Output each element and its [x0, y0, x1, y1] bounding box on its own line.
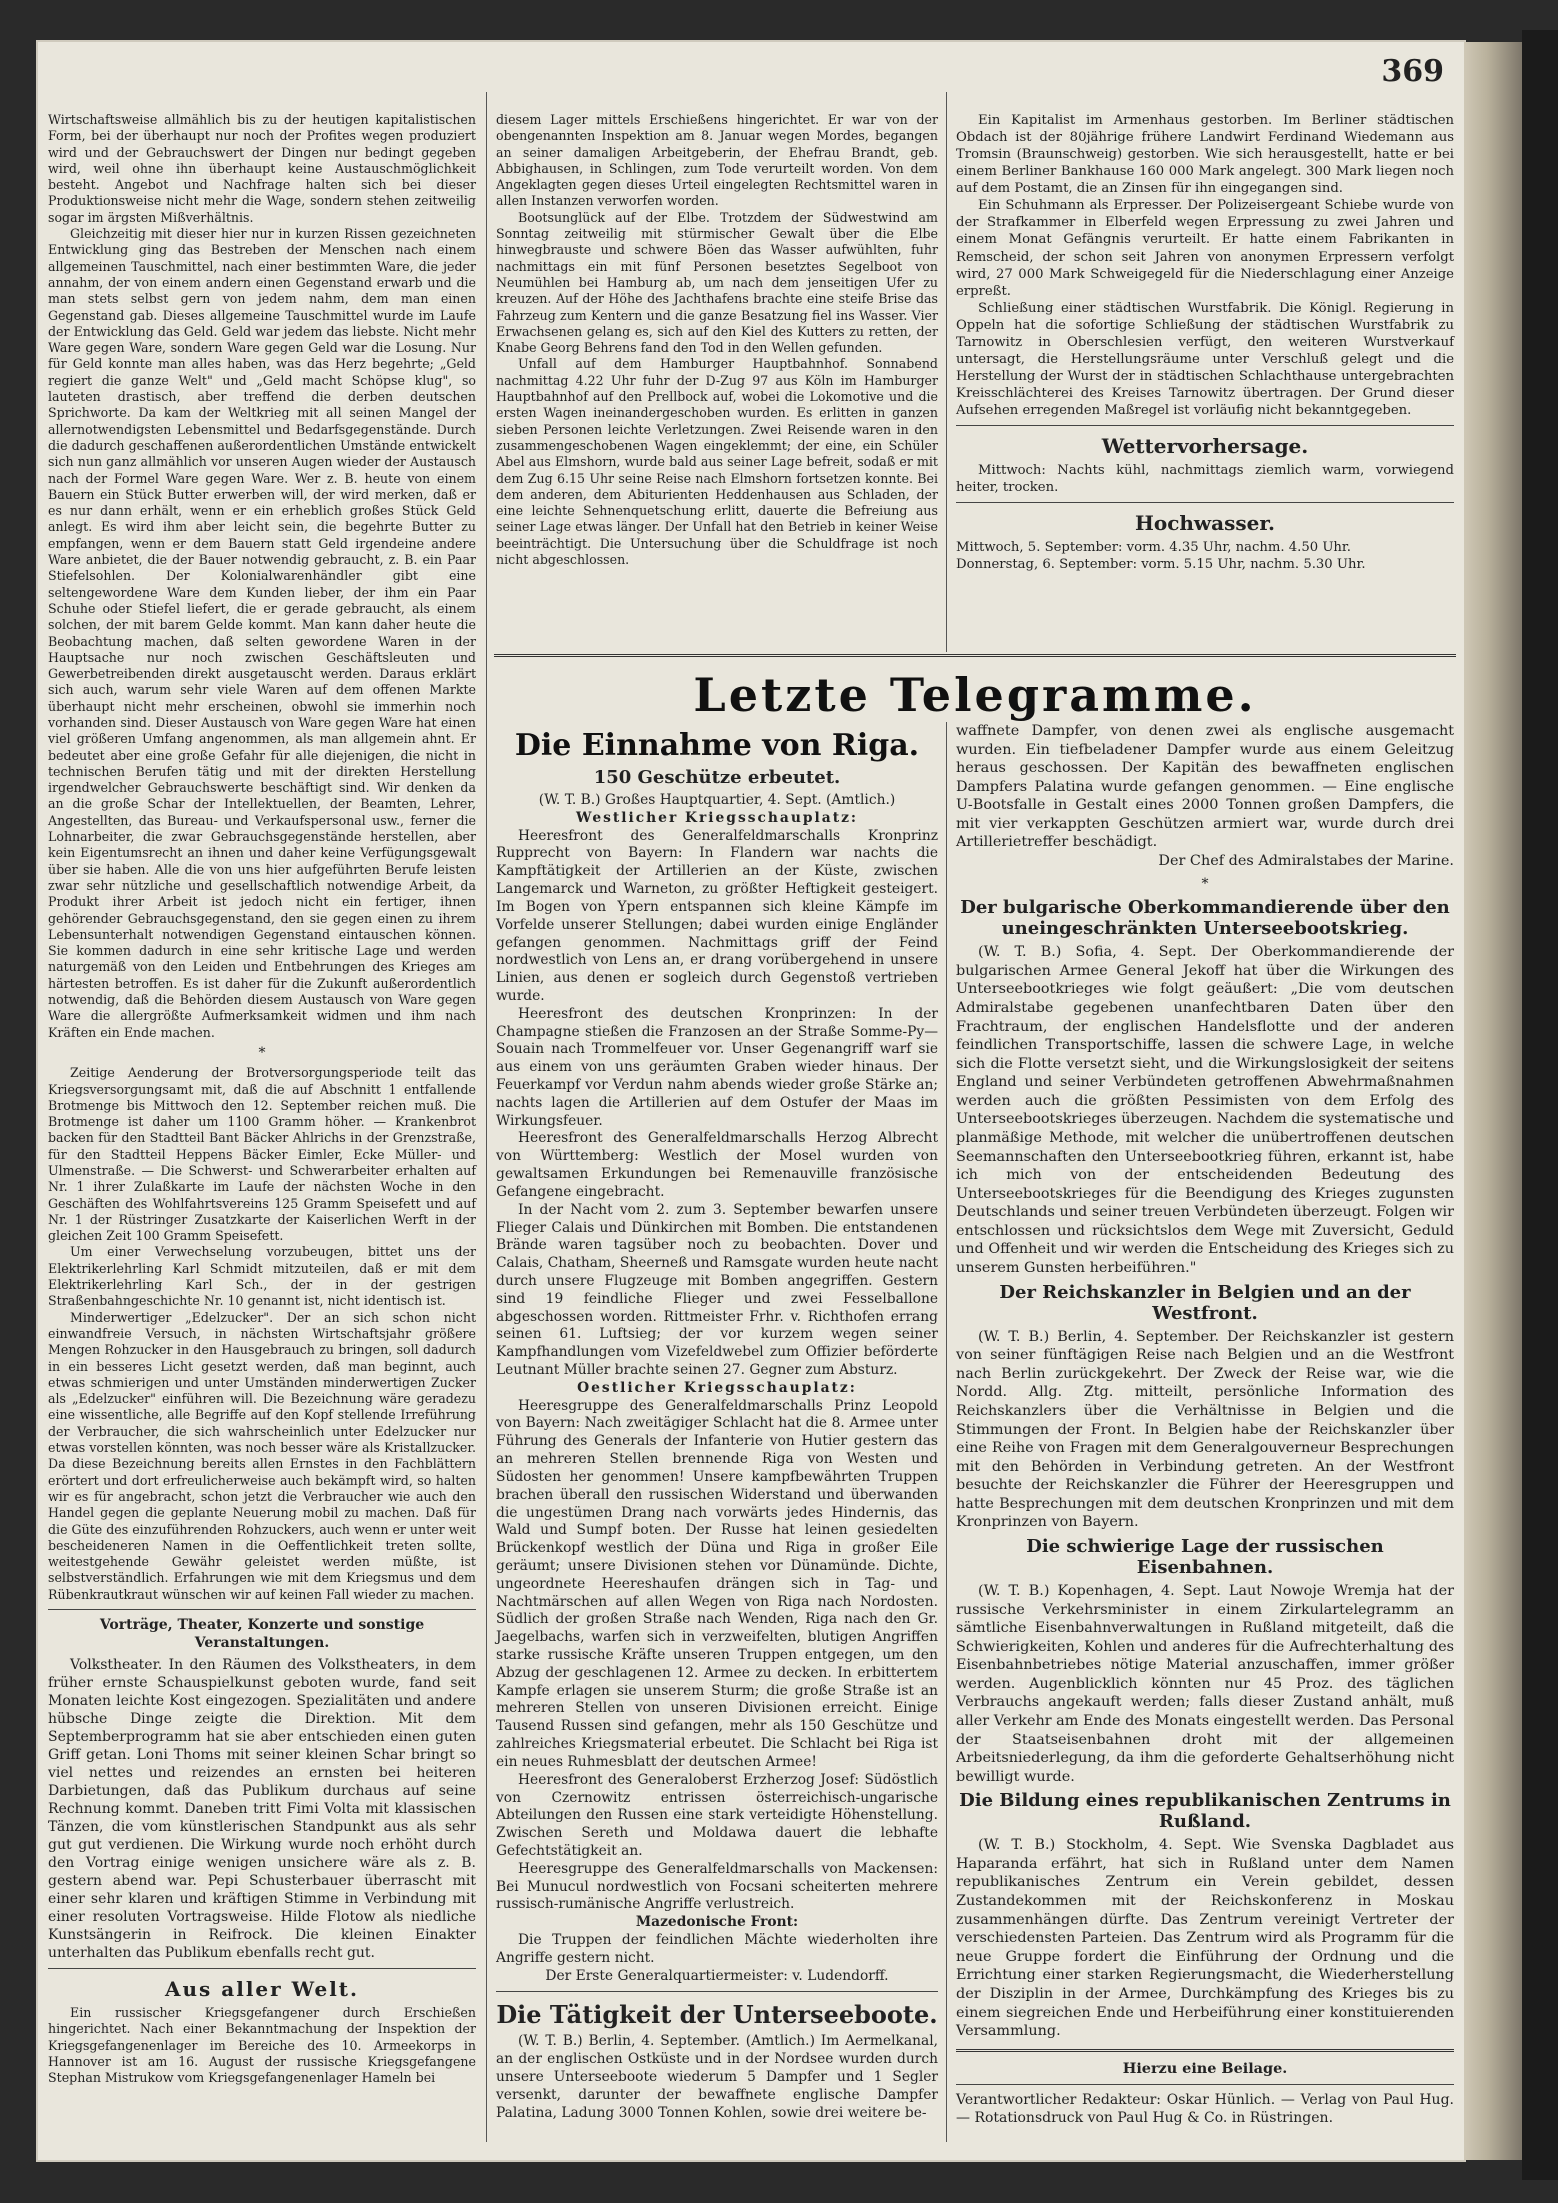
- article-edelzucker: Minderwertiger „Edelzucker". Der an sich schon nicht einwandfreie Versuch, in nächsten Wirtschaftsjahr größere Mengen Rohzucker in den Hausgebrauch zu bringen, soll dadurch in ein besseres Licht gesetzt werden, daß man beginnt, auch etwas schmierigen und unter Umständen minderwertigen Zucker als „Edelzucker" einführen will. Die Bezeichnung wäre geradezu eine wissentliche, alle Begriffe auf den Kopf stellende Irreführung der Verbraucher, die sich wahrscheinlich unter Edelzucker nur etwas vorstellen könnten, was noch besser wäre als Kristallzucker. Da diese Bezeichnung bereits allen Ernstes in den Fachblättern erörtert und dort erfreulicherweise auch bekämpft wird, so halten wir es für angebracht, schon jetzt die Verbraucher wie auch den Handel gegen die geplante Neuerung mobil zu machen. Daß für die Güte des einzuführenden Rohzuckers, auch wenn er unter weit bescheideneren Namen in die Oeffentlichkeit treten sollte, weitestgehende Gewähr geleistet werden müßte, ist selbstverständlich. Erfahrungen wie mit dem Kriegsmus und dem Rübenkrautkraut wünschen wir auf keinen Fall wieder zu machen.: [48, 1309, 477, 1602]
- bulgarisch-heading: Der bulgarische Oberkommandierende über den uneingeschränkten Unterseebootskrieg.: [960, 897, 1450, 940]
- riga-p3: Heeresfront des Generalfeldmarschalls Herzog Albrecht von Württemberg: Westlich der Mosel wurden von gewaltsamen Erkundungen bei Remenauville französische Gefangene eingebracht.: [496, 1130, 938, 1200]
- article-hingerichtet-end: diesem Lager mittels Erschießens hingerichtet. Er war von der obengenannten Inspektion am 8. Januar wegen Mordes, begangen an seiner damaligen Arbeitgeberin, der Ehefrau Brandt, geb. Abbighausen, in Schlingen, zum Tode verurteilt worden. Von dem Angeklagten gegen dieses Urteil eingelegten Rechtsmittel waren in allen Instanzen verworfen worden.: [496, 112, 938, 209]
- page-number: 369: [1381, 54, 1444, 89]
- newspaper-page: [38, 42, 1464, 2160]
- uboot-heading: Die Tätigkeit der Unterseeboote.: [496, 2000, 938, 2030]
- hochwasser-line-1: Mittwoch, 5. September: vorm. 4.35 Uhr, nachm. 4.50 Uhr.: [956, 540, 1351, 556]
- divider: [48, 1609, 476, 1610]
- article-kriegsgefangener: Ein russischer Kriegsgefangener durch Erschießen hingerichtet. Nach einer Bekanntmachung der Inspektion der Kriegsgefangenenlager im Bereiche des 10. Armeekorps in Hannover ist am 16. August der russische Kriegsgefangene Stephan Mistrukow vom Kriegsgefangenenlager Hameln bei: [48, 2005, 476, 2086]
- article-zentrum: (W. T. B.) Stockholm, 4. Sept. Wie Svenska Dagbladet aus Haparanda erfährt, hat sich in Rußland unter dem Namen republikanisches Zentrum ein Verein gebildet, dessen Zustandekommen mit der Reichskonferenz in Moskau zusammenhängen dürfte. Das Zentrum vereinigt Vertreter der verschiedensten Parteien. Das Zentrum wird als Programm für die neue Gruppe fordert die Einführung der Ordnung und die Errichtung einer starken Regierungsmacht, die Wiederherstellung der Disziplin in der Armee, Durchkämpfung des Krieges bis zu einem siegreichen Ende und Herbeiführung einer konstituierenden Versammlung.: [956, 1837, 1454, 2040]
- article-schuhmann: Ein Schuhmann als Erpresser. Der Polizeisergeant Schiebe wurde von der Strafkammer in Elberfeld wegen Erpressung zu zwei Jahren und einem Monat Gefängnis verurteilt. Er hatte einem Fabrikanten in Remscheid, der schon seit Jahren von anonymen Erpressern verfolgt wird, 27 000 Mark Schweigegeld für die Niederschlagung einer Anzeige erpreßt.: [956, 198, 1454, 299]
- wetter-heading: Wettervorhersage.: [1101, 434, 1309, 459]
- scan-edge: [1522, 30, 1558, 2180]
- article-wurstfabrik: Schließung einer städtischen Wurstfabrik. Die Königl. Regierung in Oppeln hat die sofortige Schließung der städtischen Wurstfabrik zu Tarnowitz in Oberschlesien verfügt, den weiteren Wurstverkauf untersagt, die Herstellungsräume unter Verschluß gelegt und die Herstellung der Wurst der in städtischen Schlachthause untergebrachten Kreisschlächterei des Kreises Tarnowitz übertragen. Der Grund dieser Aufsehen erregenden Maßregel ist vorläufig nicht bekanntgegeben.: [956, 300, 1454, 419]
- column-1: [48, 112, 476, 2087]
- admiralstab-signature: Der Chef des Admiralstabes der Marine.: [1158, 853, 1454, 870]
- zentrum-heading: Die Bildung eines republikanischen Zentrums in Rußland.: [959, 1790, 1451, 1833]
- eisenbahnen-heading: Die schwierige Lage der russischen Eisenbahnen.: [1026, 1535, 1384, 1578]
- telegramme-rule: [494, 654, 1456, 657]
- riga-p1: Heeresfront des Generalfeldmarschalls Kronprinz Rupprecht von Bayern: In Flandern war nachts die Kampftätigkeit der Artillerien an der Küste, zwischen Langemarck und Warneton, zu größter Heftigkeit gesteigert. Im Bogen von Ypern entspannen sich kleine Kämpfe im Vorfelde unserer Stellungen; dabei wurden einige Engländer gefangen genommen. Nachmittags griff der Feind nordwestlich von Lens an, er drang vorübergehend in unsere Linien, aus denen er sogleich durch Gegenstoß vertrieben wurde.: [496, 827, 938, 1004]
- riga-heading: Die Einnahme von Riga.: [514, 728, 920, 763]
- article-eisenbahnen: (W. T. B.) Kopenhagen, 4. Sept. Laut Nowoje Wremja hat der russische Verkehrsminister in einem Zirkulartelegramm an sämtliche Eisenbahnverwaltungen in Rußland mitgeteilt, daß die Schwierigkeiten, Kohlen und anderes für die Aufrechterhaltung des Eisenbahnbetriebes nötige Material anzuschaffen, immer größer werden. Augenblicklich könnten nur 45 Proz. des täglichen Verbrauchs angekauft werden; falls dieser Zustand anhält, muß aller Verkehr am Ende des Monats eingestellt werden. Das Personal der Staatseisenbahnen droht mit der allgemeinen Arbeitsniederlegung, da ihm die geforderte Gehaltserhöhung nicht bewilligt wurde.: [956, 1582, 1454, 1785]
- riga-subheading: 150 Geschütze erbeutet.: [593, 767, 841, 788]
- riga-p2: Heeresfront des deutschen Kronprinzen: In der Champagne stießen die Franzosen an der Straße Somme-Py—Souain nach Trommelfeuer vor. Unser Gegenangriff warf sie aus einem von uns geräumten Graben wieder hinaus. Der Feuerkampf vor Verdun nahm abends wieder große Stärke an; nachts lagen die Artillerien auf dem Ostufer der Maas im Wirkungsfeuer.: [496, 1005, 938, 1129]
- riga-p5: Heeresgruppe des Generalfeldmarschalls Prinz Leopold von Bayern: Nach zweitägiger Schlacht hat die 8. Armee unter Führung des Generals der Infanterie von Hutier gestern das an mehreren Stellen brennende Riga von Westen und Südosten her genommen! Unsere kampfbewährten Truppen brachen überall den russischen Widerstand und überwanden die ungestümen Drang nach vorwärts jedes Hindernis, das Wald und Sumpf boten. Der Russe hat leinen gesiedelten Brückenkopf westlich der Düna und Riga in großer Eile geräumt; unsere Divisionen stehen vor Dünamünde. Dichte, ungeordnete Heereshaufen drängen sich in Tag- und Nachtmärschen auf allen Wegen von Riga nach Nordosten. Südlich der großen Straße nach Wenden, Riga nach den Gr. Jaegelbachs, warfen sich in verzweifelten, blutigen Angriffen starke russische Kräfte unseren Truppen entgegen, um den Abzug der geschlagenen 12. Armee zu decken. In erbittertem Kampfe erlagen sie unserem Sturm; die große Straße ist an mehreren Stellen von unseren Divisionen erreicht. Einige Tausend Russen sind gefangen, mehr als 150 Geschütze und zahlreiches Kriegsmaterial erbeutet. Die Schlacht bei Riga ist ein neues Ruhmesblatt der deutschen Armee!: [496, 1397, 938, 1770]
- impressum: Verantwortlicher Redakteur: Oskar Hünlich. — Verlag von Paul Hug. — Rotationsdruck von Paul Hug & Co. in Rüstringen.: [956, 2092, 1454, 2127]
- riga-p8: Die Truppen der feindlichen Mächte wiederholten ihre Angriffe gestern nicht.: [496, 1932, 938, 1966]
- column-rule: [486, 92, 487, 2142]
- article-bootsunglueck: Bootsunglück auf der Elbe. Trotzdem der Südwestwind am Sonntag zeitweilig mit stürmischer Gewalt über die Elbe hinwegbrauste und schwere Böen das Wasser aufwühlten, fuhr nachmittags ein mit fünf Personen besetztes Segelboot von Neumühlen bei Hamburg ab, um nach dem jenseitigen Ufer zu kreuzen. Auf der Höhe des Jachthafens brachte eine steife Brise das Fahrzeug zum Kentern und die ganze Besatzung fiel ins Wasser. Vier Erwachsenen gelang es, sich auf den Kiel des Kutters zu retten, der Knabe Georg Behrens fand den Tod in den Wellen gefunden.: [496, 209, 938, 356]
- divider: [496, 1991, 938, 1992]
- riga-p4: In der Nacht vom 2. zum 3. September bewarfen unsere Flieger Calais und Dünkirchen mit Bomben. Die entstandenen Brände waren tagsüber noch zu beobachten. Dover und Calais, Chatham, Sheerneß und Ramsgate wurden heute nacht durch unsere Flugzeuge mit Bomben angegriffen. Gestern sind 19 feindliche Flieger und zwei Fesselballone abgeschossen worden. Rittmeister Frhr. v. Richthofen errang seinen 61. Luftsieg; der vor kurzem wegen seiner Kampfhandlungen vom Vizefeldwebel zum Offizier beförderte Leutnant Müller brachte seinen 27. Gegner zum Absturz.: [496, 1201, 938, 1378]
- uboot-p1: (W. T. B.) Berlin, 4. September. (Amtlich.) Im Aermelkanal, an der englischen Ostküste und in der Nordsee wurden durch unsere Unterseeboote wiederum 5 Dampfer und 1 Segler versenkt, darunter der bewaffnete englische Dampfer Palatina, Ladung 3000 Tonnen Kohlen, sowie drei weitere be-: [496, 2033, 938, 2121]
- telegramme-heading: Letzte Telegramme.: [693, 668, 1257, 722]
- column-3-bottom: [956, 722, 1454, 2127]
- article-verwechselung: Um einer Verwechselung vorzubeugen, bittet uns der Elektrikerlehrling Karl Schmidt mitzuteilen, daß er mit dem Elektrikerlehrling Karl Sch., der in der gestrigen Straßenbahngeschichte Nr. 10 genannt ist, nicht identisch ist.: [48, 1244, 476, 1309]
- hochwasser-heading: Hochwasser.: [1134, 511, 1276, 536]
- riga-p6: Heeresfront des Generaloberst Erzherzog Josef: Südöstlich von Czernowitz entrissen österreichisch-ungarische Abteilungen den Russen eine stark verteidigte Höhenstellung. Zwischen Sereth und Moldawa dauert die lebhafte Gefechtstätigkeit an.: [496, 1771, 938, 1859]
- article-volkstheater: Volkstheater. In den Räumen des Volkstheaters, in dem früher ernste Schauspielkunst geboten wurde, fand seit Monaten leichte Kost eingezogen. Spezialitäten und andere hübsche Dinge zeigte die Direktion. Mit dem Septemberprogramm hat sie aber entschieden einen guten Griff getan. Loni Thoms mit seiner kleinen Schar bringt so viel nettes und reizendes an ernsten bei heiteren Darbietungen, daß das Publikum durchaus auf seine Rechnung kommt. Daneben tritt Fimi Volta mit klassischen Tänzen, die vom künstlerischen Standpunkt aus als sehr gut gut verdienen. Die Wirkung wurde noch erhöht durch den Vortrag einige wenigen unsichere wäre als z. B. gestern abend war. Pepi Schusterbauer überrascht mit einer sehr klaren und kräftigen Stimme in Verbindung mit einer resoluten Vortragsweise. Hilde Flotow als niedliche Kunstsängerin in Reifrock. Die kleinen Einakter unterhalten das Publikum ebenfalls recht gut.: [48, 1657, 476, 1962]
- column-2-top: [496, 112, 938, 568]
- column-3-top: [956, 112, 1454, 573]
- divider: [48, 1968, 476, 1969]
- article-wirtschaft-end: Wirtschaftsweise allmählich bis zu der heutigen kapitalistischen Form, bei der überhaupt nur noch der Profites wegen produziert wird und der Gebrauchswert der Dingen nur bedingt gegeben wird, weil ohne ihn überhaupt keine Austauschmöglichkeit besteht. Angebot und Nachfrage halten sich bei dieser Produktionsweise nicht mehr die Wage, sondern stehen zeitweilig sogar im ärgsten Mißverhältnis.: [48, 112, 476, 225]
- article-bulgarisch: (W. T. B.) Sofia, 4. Sept. Der Oberkommandierende der bulgarischen Armee General Jekoff hat über die Wirkungen des Unterseebootkrieges wie folgt geäußert: „Die vom deutschen Admiralstabe gegebenen unanfechtbaren Daten über den Frachtraum, der englischen Handelsflotte und der anderen feindlichen Transportschiffe, lassen die schwere Lage, in welche sich die Flotte versetzt sieht, und die Wirkungslosigkeit der seitens England und seiner Verbündeten getroffenen Abwehrmaßnahmen werden auch die größten Pessimisten von dem Erfolg des Unterseebootskrieges überzeugen. Nachdem die systematische und planmäßige Methode, mit welcher die unübertroffenen deutschen Seemannschaften den Unterseebootkrieg führen, erkannt ist, habe ich mich von der entscheidenden Bedeutung des Unterseebootskrieges für die Beendigung des Krieges zugunsten Deutschlands und seiner treuen Verbündeten überzeugt. Folgen wir entschlossen und rücksichtslos dem Wege mit Zuversicht, Geduld und Offenheit und wir werden die Entscheidung des Krieges sich zu unserem Gunsten herbeiführen.": [956, 944, 1454, 1277]
- article-brotversorgung: Zeitige Aenderung der Brotversorgungsperiode teilt das Kriegsversorgungsamt mit, daß die auf Abschnitt 1 entfallende Brotmenge bis Mittwoch den 12. September reichen muß. Die Brotmenge ist daher um 1100 Gramm höher. — Krankenbrot backen für den Stadtteil Bant Bäcker Ahlrichs in der Grenzstraße, für den Stadtteil Heppens Bäcker Eimler, Ecke Müller- und Ulmenstraße. — Die Schwerst- und Schwerarbeiter erhalten auf Nr. 1 ihrer Zulaßkarte im Laufe der nächsten Woche in den Geschäften des Wohlfahrtsvereins 125 Gramm Speisefett und auf Nr. 1 der Rüstringer Zusatzkarte der Kaiserlichen Werft in der gleichen Zeit 100 Gramm Speisefett.: [48, 1065, 476, 1244]
- divider: [956, 2049, 1454, 2052]
- uboot-continued: waffnete Dampfer, von denen zwei als englische ausgemacht wurden. Ein tiefbeladener Dampfer wurde aus einem Geleitzug heraus geschossen. Der Kapitän des bewaffneten englischen Dampfers Palatina wurde gefangen genommen. — Eine englische U-Bootsfalle in Gestalt eines 2000 Tonnen großen Dampfers, die mit vier verkappten Geschützen armiert war, wurde durch drei Artillerietreffer beschädigt.: [956, 723, 1454, 851]
- article-kapitalist: Ein Kapitalist im Armenhaus gestorben. Im Berliner städtischen Obdach ist der 80jährige frühere Landwirt Ferdinand Wiedemann aus Tromsin (Braunschweig) gestorben. Wie sich herausgestellt, hatte er bei einem Berliner Bankhause 160 000 Mark angelegt. 300 Mark liegen noch auf dem Postamt, die an Zinsen für ihn eingegangen sind.: [956, 113, 1454, 197]
- article-reichskanzler: (W. T. B.) Berlin, 4. September. Der Reichskanzler ist gestern von seiner fünftägigen Reise nach Belgien und an die Westfront nach Berlin zurückgekehrt. Der Zweck der Reise war, wie die Nordd. Allg. Ztg. mitteilt, persönliche Information des Reichskanzlers über die Verhältnisse in Belgien und die Stimmungen der Front. In Belgien habe der Reichskanzler über eine Reihe von Fragen mit dem Generalgouverneur Besprechungen mit den Behörden in Verbindung getreten. An der Westfront besuchte der Reichskanzler die Führer der Heeresgruppen und hatte Besprechungen mit dem deutschen Kronprinzen und mit dem Kronprinzen von Bayern.: [956, 1328, 1454, 1531]
- separator-star: *: [1201, 875, 1209, 892]
- article-wirtschaft-body: Gleichzeitig mit dieser hier nur in kurzen Rissen gezeichneten Entwicklung ging das Bestreben der Menschen nach einem allgemeinen Tauschmittel, nach einer bestimmten Ware, die jeder annahm, der von einem andern einen Gegenstand erwarb und die man stets selbst gern von jedem nahm, dem man einen Gegenstand gab. Dieses allgemeine Tauschmittel wurde im Laufe der Entwicklung das Geld. Geld war jedem das liebste. Nicht mehr Ware gegen Ware, sondern Ware gegen Geld war die Losung. Nur für Geld konnte man alles haben, was das Herz begehrte; „Geld regiert die ganze Welt" und „Geld macht Schöpse klug", so lauteten drastisch, aber treffend die derben deutschen Sprichworte. Da kam der Weltkrieg mit all seinen Mangel der allernotwendigsten Lebensmittel und Bedarfsgegenstände. Durch die dadurch geschaffenen außerordentlichen Umstände entwickelt sich nun ganz allmählich vor unseren Augen wieder der Austausch nach der Formel Ware gegen Ware. Wer z. B. heute von einem Bauern ein Stück Butter erwerben will, der wird merken, daß er es nur dann erhält, wenn er ein erheblich großes Stück Geld anlegt. Es wird ihm aber leicht sein, die begehrte Butter zu empfangen, wenn er dem Bauern statt Geld irgendeine andere Ware anbietet, die der Bauer notwendig gebraucht, z. B. ein Paar Stiefelsohlen. Der Kolonialwarenhändler gibt eine seltengewordene Ware dem Kunden lieber, der ihm ein Paar Schuhe oder Stiefel liefert, die er gerade gebraucht, als einem solchen, der mit barem Gelde kommt. Man kann daher heute die Beobachtung machen, daß selten gewordene Waren in der Hauptsache nur noch zwischen Geschäftsleuten und Gewerbetreibenden direkt ausgetauscht werden. Daraus erklärt sich auch, warum sehr viele Waren auf dem offenen Markte überhaupt nicht mehr erscheinen, obwohl sie immerhin noch vorhanden sind. Dieser Austausch von Ware gegen Ware hat einen viel größeren Umfang angenommen, als man allgemein ahnt. Er bedeutet aber eine große Gefahr für alle diejenigen, die nicht in technischen Berufen tätig und mit der direkten Herstellung irgendwelcher Gebrauchswerte beschäftigt sind. Wir denken da an die große Schar der Intellektuellen, der Beamten, Lehrer, Angestellten, das Bureau- und Verkaufspersonal usw., ferner die Lohnarbeiter, die zwar Gebrauchsgegenstände herstellen, aber kein Eigentumsrecht an ihnen und daher keine Verfügungsgewalt über sie haben. Alle die von uns hier aufgeführten Berufe leisten zwar sehr nützliche und gesellschaftlich notwendige Arbeit, da Produkt ihrer Arbeit ist jedoch nicht ein fertiger, ihnen gehörender Gebrauchsgegenstand, den sie gegen einen zu ihrem Lebensunterhalt notwendigen Gegenstand eintauschen können. Sie kommen dadurch in eine sehr kritische Lage und werden naturgemäß von den Leiden und Entbehrungen des Krieges am härtesten betroffen. Es ist daher für die Zukunft außerordentlich notwendig, daß die Behörden diesem Austausch von Ware gegen Ware die allergrößte Aufmerksamkeit widmen und ihm nach Kräften ein Ende machen.: [48, 226, 476, 1040]
- page-binding: [1464, 42, 1522, 2160]
- wetter-text: Mittwoch: Nachts kühl, nachmittags ziemlich warm, vorwiegend heiter, trocken.: [956, 463, 1454, 496]
- aus-aller-welt-heading: Aus aller Welt.: [164, 1977, 359, 2002]
- vortraege-heading: Vorträge, Theater, Konzerte und sonstige Veranstaltungen.: [99, 1617, 425, 1652]
- article-hauptbahnhof: Unfall auf dem Hamburger Hauptbahnhof. Sonnabend nachmittag 4.22 Uhr fuhr der D-Zug 97 aus Köln im Hamburger Hauptbahnhof auf den Prellbock auf, wobei die Lokomotive und die ersten Wagen ineinandergeschoben wurden. Es erlitten in ganzen sieben Personen leichte Verletzungen. Zwei Reisende waren in den zusammengeschobenen Wagen eingeklemmt; der eine, ein Schüler Abel aus Elmshorn, wurde bald aus seiner Lage befreit, sodaß er mit dem Zug 6.15 Uhr seine Reise nach Elmshorn fortsetzen konnte. Bei dem anderen, dem Abiturienten Heddenhausen aus Schladen, der eine leichte Sehnenquetschung erlitt, dauerte die Befreiung aus seiner Lage etwas länger. Der Unfall hat den Betrieb in keiner Weise beeinträchtigt. Die Untersuchung über die Schuldfrage ist noch nicht abgeschlossen.: [496, 356, 938, 568]
- oestlich-heading: Oestlicher Kriegsschauplatz:: [577, 1379, 857, 1396]
- reichskanzler-heading: Der Reichskanzler in Belgien und an der Westfront.: [999, 1281, 1411, 1324]
- column-rule: [946, 92, 947, 652]
- divider: [956, 2084, 1454, 2085]
- separator-star: *: [258, 1044, 266, 1061]
- column-2-bottom: [496, 722, 938, 2123]
- beilage-note: Hierzu eine Beilage.: [1122, 2059, 1288, 2077]
- hochwasser-line-2: Donnerstag, 6. September: vorm. 5.15 Uhr, nachm. 5.30 Uhr.: [956, 557, 1366, 573]
- riga-p7: Heeresgruppe des Generalfeldmarschalls von Mackensen: Bei Munucul nordwestlich von Focsani scheiterten mehrere russisch-rumänische Angriffe verlustreich.: [496, 1860, 938, 1913]
- ludendorff-signature: Der Erste Generalquartiermeister: v. Ludendorff.: [545, 1967, 889, 1984]
- mazedonisch-heading: Mazedonische Front:: [635, 1914, 799, 1931]
- column-rule: [946, 722, 947, 2142]
- wtb-line: (W. T. B.) Großes Hauptquartier, 4. Sept. (Amtlich.): [538, 792, 896, 808]
- divider: [956, 502, 1454, 503]
- westlich-heading: Westlicher Kriegsschauplatz:: [575, 809, 859, 826]
- divider: [956, 425, 1454, 426]
